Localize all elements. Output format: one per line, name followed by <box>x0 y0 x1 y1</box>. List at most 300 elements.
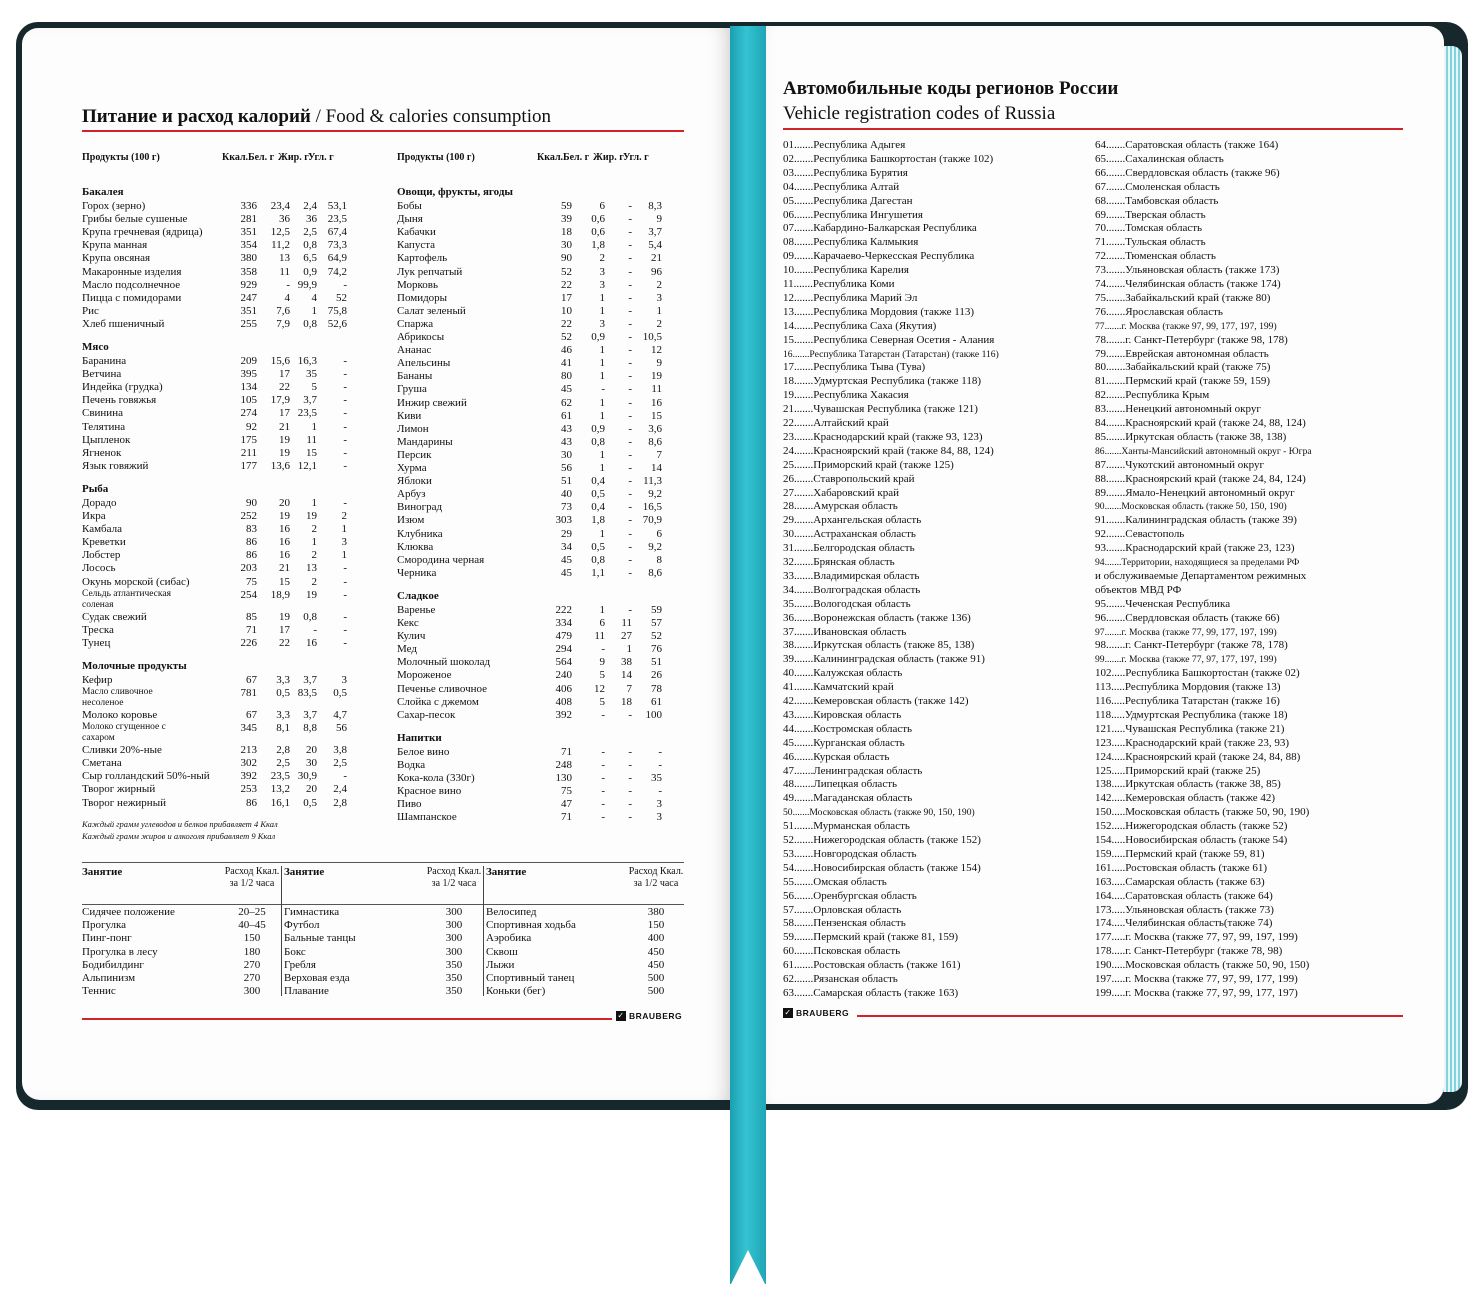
food-value: 16 <box>651 396 662 409</box>
region-code-row: 173.....Ульяновская область (также 73) <box>1095 903 1274 916</box>
region-code-row: 03.......Республика Бурятия <box>783 166 908 179</box>
food-name: Сливки 20%-ные <box>82 744 162 757</box>
food-value: 57 <box>651 617 662 629</box>
food-name: Кефир <box>82 673 113 686</box>
food-value: 19 <box>279 446 290 459</box>
food-value: 358 <box>240 265 257 278</box>
food-value: 4 <box>284 291 290 304</box>
food-value: 0,8 <box>303 317 317 330</box>
food-value: 30 <box>561 448 572 461</box>
food-value: - <box>343 394 347 407</box>
food-row <box>397 252 687 265</box>
food-row <box>397 226 687 239</box>
food-value: 70,9 <box>642 514 662 527</box>
food-name: Ананас <box>397 344 432 357</box>
region-code-row: 65.......Сахалинская область <box>1095 152 1224 165</box>
region-code-row: 154.....Новосибирская область (также 54) <box>1095 834 1288 846</box>
region-code-row: 75.......Забайкальский край (также 80) <box>1095 291 1271 304</box>
food-value: 4 <box>311 291 317 304</box>
food-row <box>397 305 687 318</box>
region-code-row: 85.......Иркутская область (также 38, 138) <box>1095 430 1287 443</box>
region-code-row: 84.......Красноярский край (также 24, 88, 124) <box>1095 417 1306 429</box>
region-code-row: 39.......Калининградская область (также 91) <box>783 653 985 666</box>
food-value: 16,3 <box>297 355 317 367</box>
food-value: 9 <box>656 213 662 226</box>
food-value: - <box>343 407 347 420</box>
food-name: Рис <box>82 304 99 317</box>
region-code-row: 37.......Ивановская область <box>783 625 907 638</box>
activity-kcal: 300 <box>445 906 463 918</box>
title-en: / Food & calories consumption <box>315 106 551 127</box>
food-value: 3 <box>656 811 662 824</box>
food-row <box>397 292 687 305</box>
food-value: 781 <box>240 687 257 699</box>
food-value: 7,6 <box>276 304 290 317</box>
food-row <box>82 709 372 722</box>
food-value: 222 <box>555 603 572 616</box>
region-code-row: 197.....г. Москва (также 77, 97, 99, 177, 199) <box>1095 973 1298 985</box>
food-row <box>397 617 687 630</box>
food-row <box>82 797 372 810</box>
activity-row <box>486 932 682 945</box>
region-code-row: 123.....Краснодарский край (также 23, 93) <box>1095 736 1290 749</box>
food-name: Крупа манная <box>82 239 148 252</box>
region-code-row: 49.......Магаданская область <box>783 792 913 805</box>
food-value: 99,9 <box>297 278 317 291</box>
food-name: Абрикосы <box>397 331 445 343</box>
region-code-row: 16.......Республика Татарстан (Татарстан) (также 116) <box>783 348 999 360</box>
food-value: - <box>628 553 632 566</box>
food-row <box>82 624 372 637</box>
food-name: Ветчина <box>82 368 122 381</box>
food-value: 255 <box>240 317 257 330</box>
activity-row <box>486 946 682 959</box>
region-code-row: 42.......Кемеровская область (также 142) <box>783 695 969 707</box>
activity-name: Сидячее положение <box>82 906 175 918</box>
food-value: - <box>343 575 347 588</box>
activity-kcal: 500 <box>647 972 665 984</box>
food-value: 3 <box>599 317 605 330</box>
food-value: 61 <box>561 409 572 422</box>
food-row <box>82 744 372 757</box>
activity-kcal: 500 <box>647 985 665 998</box>
food-row <box>82 252 372 265</box>
food-value: 92 <box>246 420 257 433</box>
food-row <box>397 696 687 709</box>
food-value: - <box>628 475 632 488</box>
food-row <box>82 266 372 279</box>
activity-col-title: Занятие <box>82 866 123 878</box>
food-value: 1 <box>599 304 605 317</box>
region-code-row: 52.......Нижегородская область (также 152) <box>783 834 981 846</box>
food-name: Баранина <box>82 355 127 367</box>
food-value: 240 <box>555 669 572 682</box>
region-code-row: 161.....Ростовская область (также 61) <box>1095 861 1268 874</box>
food-value: 1 <box>341 549 347 562</box>
region-code-row: 66.......Свердловская область (также 96) <box>1095 166 1280 179</box>
region-code-row: 32.......Брянская область <box>783 556 895 568</box>
food-name: Сыр голландский 50%-ный <box>82 770 210 783</box>
food-value: 11 <box>279 265 290 278</box>
food-value: 22 <box>561 278 572 291</box>
region-code-row: 05.......Республика Дагестан <box>783 194 913 207</box>
food-value: 0,9 <box>591 422 605 435</box>
food-name: Кока-кола (330г) <box>397 772 475 784</box>
food-value: 12 <box>594 682 605 695</box>
region-code-row: 90.......Московская область (также 50, 150, 190) <box>1095 501 1287 513</box>
food-value: 86 <box>246 796 257 809</box>
food-row <box>82 637 372 650</box>
food-value: 2,8 <box>333 796 347 809</box>
food-value: 96 <box>651 265 662 278</box>
region-code-row: 41.......Камчатский край <box>783 681 894 694</box>
region-code-row: 62.......Рязанская область <box>783 973 898 985</box>
region-code-row: 70.......Томская область <box>1095 222 1203 235</box>
food-name: Дыня <box>397 213 423 226</box>
food-value: 39 <box>561 213 572 226</box>
food-value: 17 <box>279 623 290 636</box>
food-row <box>82 687 372 708</box>
food-value: 0,8 <box>303 239 317 252</box>
food-value: 22 <box>279 636 290 649</box>
food-value: 2 <box>656 278 662 291</box>
region-code-row: 64.......Саратовская область (также 164) <box>1095 139 1279 151</box>
region-code-row: 113.....Республика Мордовия (также 13) <box>1095 681 1281 694</box>
food-row <box>82 757 372 770</box>
food-value: - <box>628 357 632 370</box>
food-value: - <box>628 540 632 553</box>
region-code-row: 46.......Курская область <box>783 750 890 763</box>
food-name: Арбуз <box>397 488 426 501</box>
food-value: 11,3 <box>643 475 662 488</box>
region-code-row: 159.....Пермский край (также 59, 81) <box>1095 847 1265 860</box>
food-row <box>82 460 372 473</box>
food-value: 16 <box>279 523 290 536</box>
food-value: 203 <box>240 562 257 575</box>
brand-logo <box>616 1011 682 1021</box>
food-row <box>397 528 687 541</box>
food-value: 6 <box>599 200 605 212</box>
food-value: 61 <box>651 695 662 708</box>
food-value: 1,8 <box>591 514 605 527</box>
food-value: 1 <box>311 304 317 317</box>
food-value: 16,1 <box>270 796 290 809</box>
food-value: 479 <box>555 630 572 643</box>
food-row <box>82 434 372 447</box>
food-value: - <box>628 603 632 616</box>
food-row <box>397 370 687 383</box>
food-row <box>397 200 687 213</box>
region-code-row: 97.......г. Москва (также 77, 99, 177, 197, 199) <box>1095 626 1277 638</box>
header-product: Продукты (100 г) <box>82 152 160 163</box>
left-page-title <box>82 106 551 128</box>
food-row <box>82 588 372 610</box>
food-row <box>397 436 687 449</box>
food-value: 75 <box>246 575 257 588</box>
food-value: 2,4 <box>303 200 317 212</box>
food-value: 209 <box>240 355 257 367</box>
food-value: 59 <box>561 200 572 212</box>
region-code-row: 28.......Амурская область <box>783 500 898 513</box>
food-value: 2 <box>311 523 317 536</box>
left-page <box>22 28 734 1100</box>
food-name: Водка <box>397 758 426 771</box>
food-value: 1 <box>599 357 605 370</box>
food-value: 2 <box>656 317 662 330</box>
bookmark-ribbon[interactable] <box>730 26 766 1284</box>
food-value: 64,9 <box>327 252 347 265</box>
activity-kcal: 450 <box>647 958 665 971</box>
food-name: Сметана <box>82 757 122 770</box>
food-value: 83,5 <box>297 687 317 699</box>
food-value: 3 <box>341 673 347 686</box>
region-code-row: 174.....Челябинская область(также 74) <box>1095 917 1273 930</box>
food-value: 13 <box>306 562 317 575</box>
region-code-row: 177.....г. Москва (также 77, 97, 99, 197, 199) <box>1095 931 1298 944</box>
region-code-row: 82.......Республика Крым <box>1095 389 1210 402</box>
food-value: - <box>343 381 347 394</box>
food-name: Окунь морской (сибас) <box>82 575 190 588</box>
region-code-row: 73.......Ульяновская область (также 173) <box>1095 264 1280 277</box>
food-value: 11,2 <box>271 239 290 252</box>
region-code-row: 80.......Забайкальский край (также 75) <box>1095 361 1271 374</box>
food-row <box>397 683 687 696</box>
food-value: 67 <box>246 673 257 686</box>
food-value: - <box>601 811 605 824</box>
food-row <box>397 604 687 617</box>
food-value: 2,5 <box>303 226 317 239</box>
food-value: 100 <box>645 708 662 721</box>
food-row <box>82 722 372 744</box>
region-code-row: 71.......Тульская область <box>1095 236 1206 249</box>
food-name: Крупа овсяная <box>82 252 151 265</box>
activity-row <box>284 946 480 959</box>
region-code-row: 83.......Ненецкий автономный округ <box>1095 403 1261 416</box>
food-row <box>82 674 372 687</box>
category-title: Мясо <box>82 341 109 353</box>
food-value: 78 <box>651 682 662 695</box>
food-name: Сельдь атлантическая соленая <box>82 588 171 610</box>
food-value: - <box>628 370 632 383</box>
activity-row <box>284 972 480 985</box>
food-value: 1 <box>599 527 605 540</box>
region-code-row: 25.......Приморский край (также 125) <box>783 458 954 471</box>
region-code-row: 95.......Чеченская Республика <box>1095 597 1231 610</box>
food-value: - <box>601 745 605 758</box>
food-value: 21 <box>279 562 290 575</box>
food-name: Камбала <box>82 523 122 536</box>
food-value: 15 <box>279 575 290 588</box>
food-name: Язык говяжий <box>82 459 149 472</box>
food-value: 23,5 <box>270 770 290 783</box>
food-value: 1 <box>599 344 605 357</box>
header-carb: Угл. г <box>308 152 334 163</box>
food-row <box>82 407 372 420</box>
region-code-row: 17.......Республика Тыва (Тува) <box>783 361 926 374</box>
region-code-row: 142.....Кемеровская область (также 42) <box>1095 792 1276 805</box>
activity-row <box>284 959 480 972</box>
region-code-row: 163.....Самарская область (также 63) <box>1095 875 1265 888</box>
food-value: 7 <box>656 448 662 461</box>
food-value: 380 <box>240 252 257 265</box>
food-name: Кекс <box>397 617 419 629</box>
food-value: 26 <box>651 669 662 682</box>
food-row <box>397 541 687 554</box>
food-value: 46 <box>561 344 572 357</box>
food-row <box>397 488 687 501</box>
food-row <box>397 811 687 824</box>
food-value: 351 <box>240 304 257 317</box>
food-value: 16,5 <box>642 501 662 514</box>
region-code-row: 150.....Московская область (также 50, 90, 190) <box>1095 806 1310 819</box>
food-value: - <box>343 459 347 472</box>
food-value: 11 <box>621 617 632 629</box>
food-name: Морковь <box>397 278 439 291</box>
food-value: 3,7 <box>648 226 662 239</box>
food-value: 10 <box>561 304 572 317</box>
food-row <box>82 562 372 575</box>
region-code-row: 152.....Нижегородская область (также 52) <box>1095 820 1288 833</box>
food-value: 35 <box>306 368 317 381</box>
food-value: 0,4 <box>591 501 605 514</box>
region-code-row: 24.......Красноярский край (также 84, 88, 124) <box>783 444 994 457</box>
region-code-row: 59.......Пермский край (также 81, 159) <box>783 931 959 944</box>
region-code-row: 48.......Липецкая область <box>783 778 898 791</box>
food-value: 1 <box>599 409 605 422</box>
food-value: 80 <box>561 370 572 383</box>
food-row <box>82 292 372 305</box>
food-value: 4,7 <box>333 709 347 721</box>
food-value: 3,7 <box>303 673 317 686</box>
region-code-row: 38.......Иркутская область (также 85, 138) <box>783 639 975 652</box>
food-value: 2,5 <box>333 757 347 770</box>
activity-name: Пинг-понг <box>82 932 132 945</box>
food-row <box>397 785 687 798</box>
footer-line <box>857 1015 1403 1017</box>
food-row <box>82 318 372 331</box>
column-divider <box>483 866 484 996</box>
food-value: 303 <box>555 514 572 527</box>
food-value: 13,2 <box>270 783 290 796</box>
food-value: - <box>628 331 632 343</box>
activity-name: Бокс <box>284 945 306 958</box>
header-protein: Бел. г <box>248 152 275 163</box>
food-value: 21 <box>651 252 662 265</box>
activities-top-line <box>82 862 684 863</box>
food-value: 0,6 <box>591 226 605 239</box>
food-row <box>82 355 372 368</box>
region-code-row: 54.......Новосибирская область (также 154) <box>783 861 981 874</box>
food-value: - <box>343 446 347 459</box>
food-row <box>397 669 687 682</box>
food-value: 13 <box>279 252 290 265</box>
right-page-title-ru: Автомобильные коды регионов России <box>783 78 1119 99</box>
food-value: 36 <box>279 213 290 226</box>
food-row <box>397 383 687 396</box>
food-value: 395 <box>240 368 257 381</box>
activity-row <box>284 919 480 932</box>
food-value: 56 <box>561 462 572 474</box>
region-code-row: 138.....Иркутская область (также 38, 85) <box>1095 778 1281 791</box>
food-value: 18 <box>621 695 632 708</box>
food-value: 0,8 <box>591 435 605 448</box>
food-value: - <box>343 770 347 783</box>
food-value: 1 <box>341 523 347 536</box>
food-value: - <box>343 433 347 446</box>
food-value: 14 <box>621 669 632 682</box>
food-value: - <box>628 462 632 474</box>
food-value: 1 <box>311 420 317 433</box>
food-row <box>82 611 372 624</box>
food-row <box>82 226 372 239</box>
food-row <box>82 536 372 549</box>
food-value: 2 <box>311 575 317 588</box>
food-value: 52 <box>561 331 572 343</box>
food-row <box>397 554 687 567</box>
food-value: 1 <box>311 536 317 549</box>
region-code-row: 33.......Владимирская область <box>783 569 920 582</box>
food-name: Пицца с помидорами <box>82 291 182 304</box>
region-code-row: 72.......Тюменская область <box>1095 250 1216 263</box>
region-code-row: 91.......Калининградская область (также 39) <box>1095 514 1297 527</box>
food-row <box>397 643 687 656</box>
food-name: Креветки <box>82 536 126 549</box>
region-code-row: 102.....Республика Башкортостан (также 02) <box>1095 667 1300 680</box>
food-row <box>397 423 687 436</box>
food-row <box>82 381 372 394</box>
food-value: 15,6 <box>270 355 290 367</box>
food-row <box>82 421 372 434</box>
region-code-row: 116.....Республика Татарстан (также 16) <box>1095 695 1280 707</box>
food-value: 30 <box>561 239 572 252</box>
food-value: 2,5 <box>276 757 290 770</box>
food-row <box>82 368 372 381</box>
food-row <box>82 510 372 523</box>
food-name: Клубника <box>397 527 443 540</box>
food-value: 35 <box>651 772 662 784</box>
food-value: 0,5 <box>303 796 317 809</box>
region-code-row: 50.......Московская область (также 90, 150, 190) <box>783 807 975 819</box>
region-code-row: 81.......Пермский край (также 59, 159) <box>1095 375 1271 388</box>
food-name: Кабачки <box>397 226 436 239</box>
food-value: 52 <box>651 630 662 643</box>
region-code-row: 29.......Архангельская область <box>783 514 922 527</box>
food-value: - <box>628 317 632 330</box>
food-name: Капуста <box>397 239 436 252</box>
food-value: 90 <box>246 496 257 509</box>
region-code-row: 21.......Чувашская Республика (также 121) <box>783 403 978 416</box>
region-code-row: 124.....Красноярский край (также 24, 84, 88) <box>1095 750 1301 763</box>
region-code-row: 125.....Приморский край (также 25) <box>1095 764 1261 777</box>
food-value: 16 <box>306 636 317 649</box>
food-value: - <box>628 527 632 540</box>
food-value: 9 <box>599 656 605 669</box>
food-name: Красное вино <box>397 785 462 798</box>
food-value: 17,9 <box>270 394 290 407</box>
activity-kcal: 300 <box>445 945 463 958</box>
food-value: 6,5 <box>303 252 317 265</box>
food-value: - <box>628 291 632 304</box>
food-value: 2 <box>311 549 317 562</box>
food-row <box>397 501 687 514</box>
food-row <box>82 783 372 796</box>
food-row <box>397 630 687 643</box>
food-name: Молоко коровье <box>82 709 158 721</box>
food-value: 0,5 <box>276 687 290 699</box>
food-value: 7 <box>626 682 632 695</box>
food-value: 1 <box>599 396 605 409</box>
food-value: 406 <box>555 682 572 695</box>
